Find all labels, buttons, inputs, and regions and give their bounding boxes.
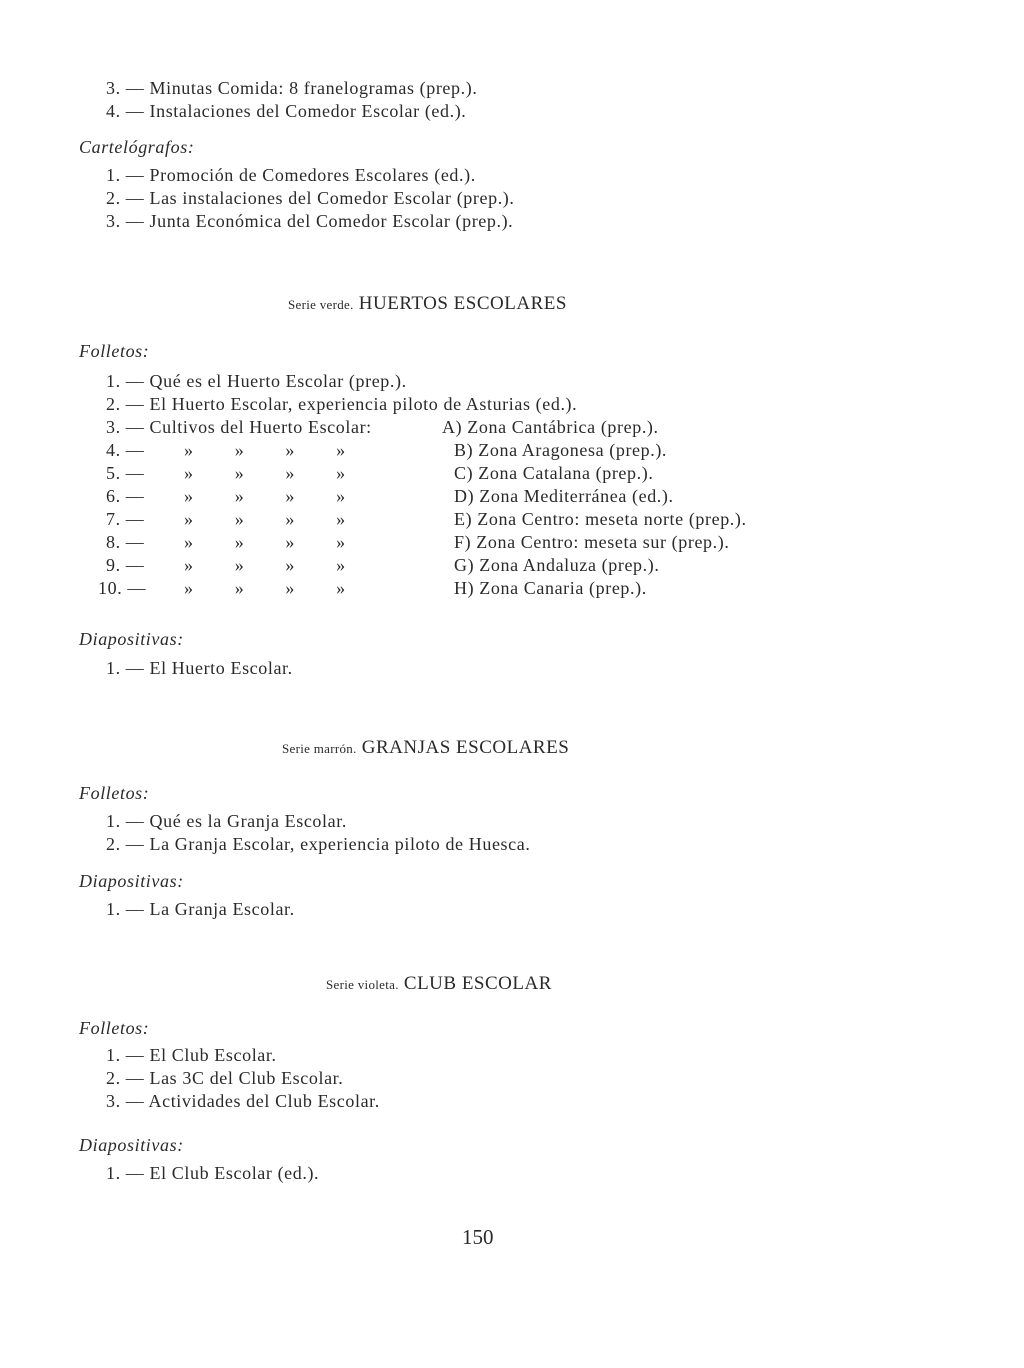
section-heading-folletos: Folletos: bbox=[79, 341, 150, 361]
list-item: 4. — Instalaciones del Comedor Escolar (ed.). bbox=[106, 101, 467, 121]
ditto-marks: » » » » bbox=[184, 440, 346, 460]
list-item: 2. — Las 3C del Club Escolar. bbox=[106, 1068, 344, 1088]
list-number: 10. — bbox=[98, 578, 146, 598]
list-item: 3. — Junta Económica del Comedor Escolar (prep.). bbox=[106, 211, 514, 231]
ditto-marks: » » » » bbox=[184, 509, 346, 529]
section-heading-folletos: Folletos: bbox=[79, 1018, 150, 1038]
series-title bbox=[326, 972, 552, 996]
list-number: 7. — bbox=[106, 509, 145, 529]
series-name: CLUB ESCOLAR bbox=[403, 973, 552, 994]
section-heading-diapositivas: Diapositivas: bbox=[79, 1135, 184, 1155]
zone-item: F) Zona Centro: meseta sur (prep.). bbox=[454, 532, 730, 552]
list-item: 1. — Qué es la Granja Escolar. bbox=[106, 811, 347, 831]
list-number: 4. — bbox=[106, 440, 145, 460]
page-number: 150 bbox=[462, 1225, 494, 1249]
section-heading-diapositivas: Diapositivas: bbox=[79, 629, 184, 649]
series-name: GRANJAS ESCOLARES bbox=[361, 737, 570, 758]
zone-item: D) Zona Mediterránea (ed.). bbox=[454, 486, 674, 506]
list-item: 1. — El Club Escolar (ed.). bbox=[106, 1163, 320, 1183]
series-title bbox=[282, 736, 569, 760]
series-name: HUERTOS ESCOLARES bbox=[358, 293, 567, 314]
zone-item: A) Zona Cantábrica (prep.). bbox=[442, 417, 659, 437]
list-item: 1. — El Club Escolar. bbox=[106, 1045, 277, 1065]
list-number: 5. — bbox=[106, 463, 145, 483]
zone-item: E) Zona Centro: meseta norte (prep.). bbox=[454, 509, 747, 529]
ditto-marks: » » » » bbox=[184, 463, 346, 483]
list-item: 2. — El Huerto Escolar, experiencia piloto de Asturias (ed.). bbox=[106, 394, 578, 414]
ditto-marks: » » » » bbox=[184, 532, 346, 552]
list-item: 3. — Minutas Comida: 8 franelogramas (prep.). bbox=[106, 78, 478, 98]
zone-item: B) Zona Aragonesa (prep.). bbox=[454, 440, 668, 460]
list-item: 1. — El Huerto Escolar. bbox=[106, 658, 293, 678]
cultivos-label: 3. — Cultivos del Huerto Escolar: bbox=[106, 417, 372, 437]
section-heading-cartelografos: Cartelógrafos: bbox=[79, 137, 195, 157]
series-title bbox=[288, 292, 567, 316]
list-item: 1. — Promoción de Comedores Escolares (ed.). bbox=[106, 165, 476, 185]
series-label: Serie verde. bbox=[288, 297, 354, 312]
list-item: 3. — Actividades del Club Escolar. bbox=[106, 1091, 380, 1111]
series-label: Serie marrón. bbox=[282, 741, 357, 756]
ditto-marks: » » » » bbox=[184, 486, 346, 506]
zone-item: C) Zona Catalana (prep.). bbox=[454, 463, 654, 483]
zone-item: H) Zona Canaria (prep.). bbox=[454, 578, 647, 598]
section-heading-diapositivas: Diapositivas: bbox=[79, 871, 184, 891]
list-item: 1. — La Granja Escolar. bbox=[106, 899, 295, 919]
list-item: 2. — Las instalaciones del Comedor Escolar (prep.). bbox=[106, 188, 515, 208]
section-heading-folletos: Folletos: bbox=[79, 783, 150, 803]
series-label: Serie violeta. bbox=[326, 977, 399, 992]
list-number: 8. — bbox=[106, 532, 145, 552]
zone-item: G) Zona Andaluza (prep.). bbox=[454, 555, 660, 575]
ditto-marks: » » » » bbox=[184, 578, 346, 598]
list-item: 2. — La Granja Escolar, experiencia piloto de Huesca. bbox=[106, 834, 531, 854]
list-number: 9. — bbox=[106, 555, 145, 575]
ditto-marks: » » » » bbox=[184, 555, 346, 575]
list-number: 6. — bbox=[106, 486, 145, 506]
list-item: 1. — Qué es el Huerto Escolar (prep.). bbox=[106, 371, 407, 391]
